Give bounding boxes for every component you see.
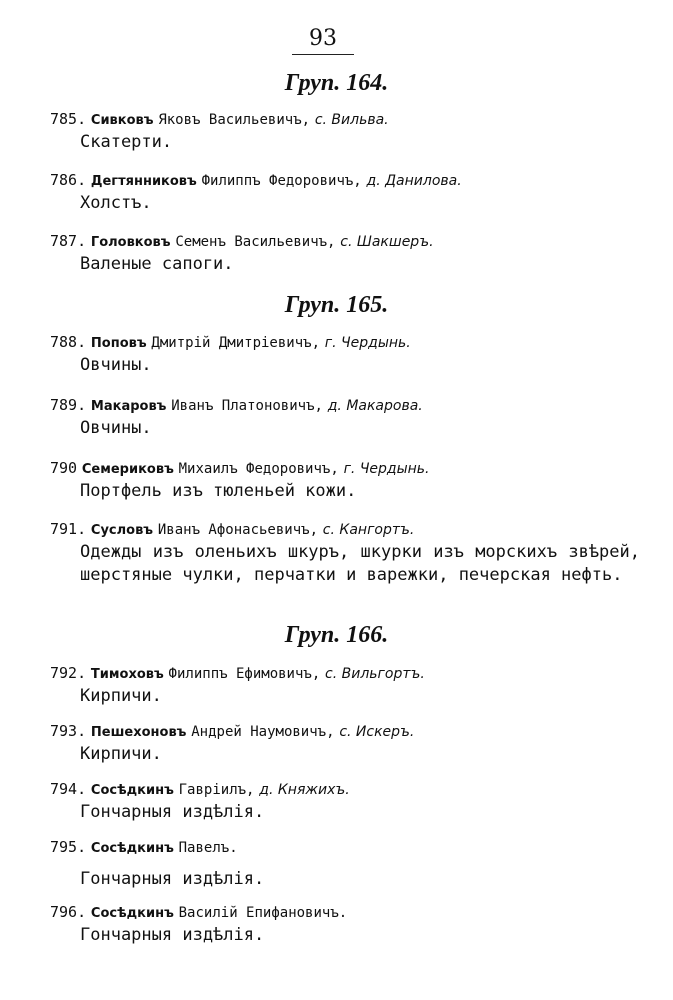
entry-surname: Сусловъ <box>90 523 154 538</box>
entry-786 <box>50 171 650 215</box>
page-number-rule <box>292 54 354 55</box>
entry-787 <box>50 232 650 276</box>
entry-given-name: Василiй Епифановичъ. <box>178 905 348 921</box>
entry-number: 795. <box>50 838 87 856</box>
entry-surname: Пешехоновъ <box>90 725 187 740</box>
entry-surname: Тимоховъ <box>90 667 164 682</box>
entry-given-name: Яковъ Васильевичъ, <box>158 112 311 128</box>
entry-product: Кирпичи. <box>80 744 162 764</box>
entry-surname: Поповъ <box>90 336 147 351</box>
entry-place: д. Княжихъ. <box>259 782 350 798</box>
page-number: 93 <box>309 26 337 51</box>
entry-given-name: Павелъ. <box>178 840 238 856</box>
entry-number: 793. <box>50 722 87 740</box>
entry-795 <box>50 838 650 891</box>
group-title-165: Груп. 165. <box>284 292 389 318</box>
entry-number: 791. <box>50 520 87 538</box>
entry-given-name: Филиппъ Федоровичъ, <box>201 173 362 189</box>
group-title-166: Груп. 166. <box>284 622 389 648</box>
group-title-164: Груп. 164. <box>284 70 389 96</box>
entry-785 <box>50 110 650 154</box>
entry-surname: Сосѣдкинъ <box>90 783 174 798</box>
entry-product: Гончарныя издѣлiя. <box>80 925 265 945</box>
entry-number: 786. <box>50 171 87 189</box>
entry-surname: Семериковъ <box>81 462 174 477</box>
entry-given-name: Филиппъ Ефимовичъ, <box>168 666 321 682</box>
entry-place: д. Данилова. <box>366 173 462 189</box>
entry-place: д. Макарова. <box>327 398 423 414</box>
entry-place: с. Вильгортъ. <box>325 666 425 682</box>
entry-number: 790 <box>50 459 78 477</box>
entry-product: Кирпичи. <box>80 686 162 706</box>
entry-product: Валеные сапоги. <box>80 254 234 274</box>
entry-given-name: Иванъ Платоновичъ, <box>171 398 323 414</box>
entry-given-name: Гаврiилъ, <box>178 782 255 798</box>
entry-given-name: Дмитрiй Дмитрiевичъ, <box>151 335 320 351</box>
entry-surname: Головковъ <box>90 235 171 250</box>
entry-product: Овчины. <box>80 418 152 438</box>
entry-793 <box>50 722 650 766</box>
entry-796 <box>50 903 650 947</box>
entry-given-name: Михаилъ Федоровичъ, <box>178 461 339 477</box>
entry-surname: Макаровъ <box>90 399 167 414</box>
entry-product: Холстъ. <box>80 193 152 213</box>
entry-place: г. Чердынь. <box>343 461 430 477</box>
entry-number: 792. <box>50 664 87 682</box>
entry-product: Одежды изъ оленьихъ шкуръ, шкурки изъ морскихъ звѣрей, шерстяные чулки, перчатки и варежки, печерская нефть. <box>80 542 640 585</box>
entry-794 <box>50 780 650 824</box>
entry-product: Гончарныя издѣлiя. <box>80 869 265 889</box>
entry-product: Портфель изъ тюленьей кожи. <box>80 481 357 501</box>
entry-789 <box>50 396 650 440</box>
entry-place: с. Искеръ. <box>339 724 415 740</box>
entry-product: Овчины. <box>80 355 152 375</box>
entry-number: 796. <box>50 903 87 921</box>
entry-place: г. Чердынь. <box>324 335 411 351</box>
entry-790 <box>50 459 650 503</box>
entry-791 <box>50 520 650 587</box>
entry-surname: Дегтянниковъ <box>90 174 197 189</box>
entry-product: Скатерти. <box>80 132 173 152</box>
entry-number: 787. <box>50 232 87 250</box>
entry-product: Гончарныя издѣлiя. <box>80 802 265 822</box>
entry-given-name: Иванъ Афонасьевичъ, <box>157 522 319 538</box>
entry-number: 794. <box>50 780 87 798</box>
entry-number: 789. <box>50 396 87 414</box>
entry-given-name: Андрей Наумовичъ, <box>191 724 335 740</box>
entry-surname: Сосѣдкинъ <box>90 906 174 921</box>
entry-number: 788. <box>50 333 87 351</box>
entry-surname: Сосѣдкинъ <box>90 841 174 856</box>
entry-place: с. Шакшеръ. <box>340 234 434 250</box>
entry-place: с. Вильва. <box>314 112 389 128</box>
entry-792 <box>50 664 650 708</box>
entry-given-name: Семенъ Васильевичъ, <box>175 234 336 250</box>
entry-place: с. Кангортъ. <box>322 522 415 538</box>
entry-number: 785. <box>50 110 87 128</box>
entry-surname: Сивковъ <box>90 113 154 128</box>
entry-788 <box>50 333 650 377</box>
